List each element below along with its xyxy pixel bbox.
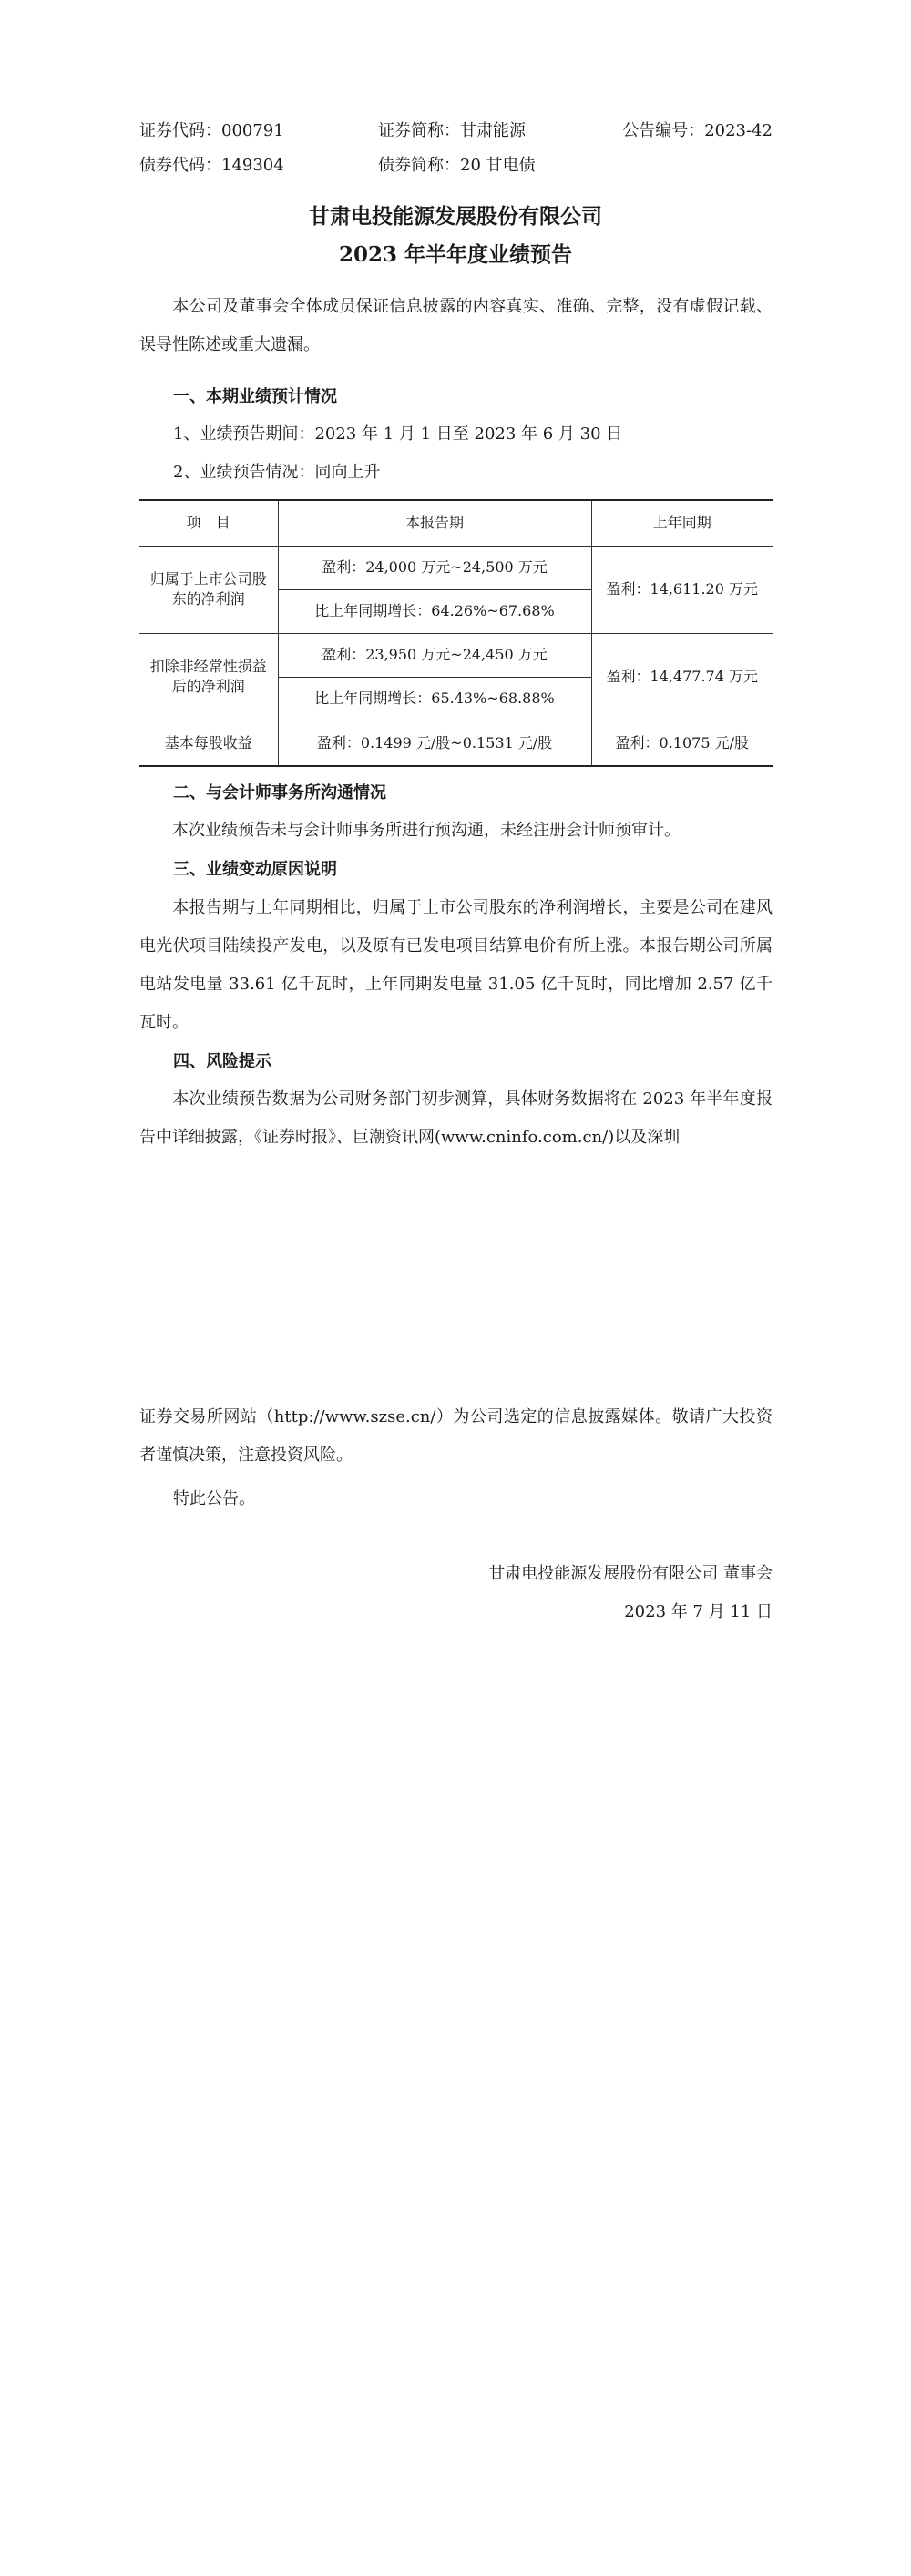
section3-heading: 三、业绩变动原因说明	[173, 860, 337, 879]
row3-label: 基本每股收益	[139, 721, 278, 766]
closing-text: 特此公告。	[173, 1489, 255, 1508]
section2-text: 本次业绩预告未与会计师事务所进行预沟通，未经注册会计师预审计。	[172, 821, 681, 840]
header-row-2	[139, 156, 773, 176]
section3-paragraph	[139, 889, 773, 1042]
row2-label: 扣除非经常性损益后的净利润	[139, 633, 278, 721]
table-header-row	[139, 500, 773, 546]
intro-text: 本公司及董事会全体成员保证信息披露的内容真实、准确、完整，没有虚假记载、误导性陈述或重大遗漏。	[139, 297, 773, 354]
forecast-status: 2、业绩预告情况：同向上升	[173, 463, 381, 482]
section3-text: 本报告期与上年同期相比，归属于上市公司股东的净利润增长，主要是公司在建风电光伏项目陆续投产发电，以及原有已发电项目结算电价有所上涨。本报告期公司所属电站发电量 33.61 亿千瓦时，上年同期发电量 31.05 亿千瓦时，同比增加 2.57 亿千瓦时。	[139, 898, 773, 1032]
row1-profit: 盈利：24,000 万元~24,500 万元	[278, 546, 591, 589]
notice-number: 公告编号：2023-42	[622, 121, 773, 140]
stock-abbr: 证券简称：甘肃能源	[378, 121, 526, 140]
section2-heading: 二、与会计师事务所沟通情况	[173, 783, 386, 802]
row1-label: 归属于上市公司股东的净利润	[139, 546, 278, 633]
stock-code: 证券代码：000791	[139, 121, 284, 140]
row2-growth: 比上年同期增长：65.43%~68.88%	[278, 677, 591, 721]
header-item: 项 目	[139, 500, 278, 546]
intro-paragraph	[139, 288, 773, 364]
row1-previous: 盈利：14,611.20 万元	[591, 546, 773, 633]
header-row-1	[139, 121, 773, 141]
company-title: 甘肃电投能源发展股份有限公司	[309, 204, 602, 229]
section4-heading: 四、风险提示	[173, 1052, 271, 1071]
table-row	[139, 721, 773, 766]
row2-previous: 盈利：14,477.74 万元	[591, 633, 773, 721]
report-title: 2023 年半年度业绩预告	[338, 242, 573, 267]
section4-paragraph	[139, 1080, 773, 1157]
section4-text: 本次业绩预告数据为公司财务部门初步测算，具体财务数据将在 2023 年半年度报告中详细披露，《证券时报》、巨潮资讯网(www.cninfo.com.cn/)以及深圳	[139, 1089, 773, 1147]
section1-heading: 一、本期业绩预计情况	[173, 387, 337, 406]
performance-table	[139, 499, 773, 767]
section2-paragraph	[139, 812, 773, 850]
bond-code: 债券代码：149304	[139, 156, 284, 175]
row3-current: 盈利：0.1499 元/股~0.1531 元/股	[278, 721, 591, 766]
bond-abbr: 债券简称：20 甘电债	[378, 156, 536, 175]
table-row	[139, 546, 773, 589]
row2-profit: 盈利：23,950 万元~24,450 万元	[278, 633, 591, 677]
signature-date: 2023 年 7 月 11 日	[624, 1602, 773, 1621]
row1-growth: 比上年同期增长：64.26%~67.68%	[278, 589, 591, 633]
signature-org: 甘肃电投能源发展股份有限公司 董事会	[488, 1564, 773, 1583]
header-current: 本报告期	[278, 500, 591, 546]
section4-continued: 证券交易所网站（http://www.szse.cn/）为公司选定的信息披露媒体。敬请广大投资者谨慎决策，注意投资风险。	[139, 1407, 773, 1465]
table-row	[139, 633, 773, 677]
header-previous: 上年同期	[591, 500, 773, 546]
forecast-period: 1、业绩预告期间：2023 年 1 月 1 日至 2023 年 6 月 30 日	[173, 424, 623, 444]
row3-previous: 盈利：0.1075 元/股	[591, 721, 773, 766]
